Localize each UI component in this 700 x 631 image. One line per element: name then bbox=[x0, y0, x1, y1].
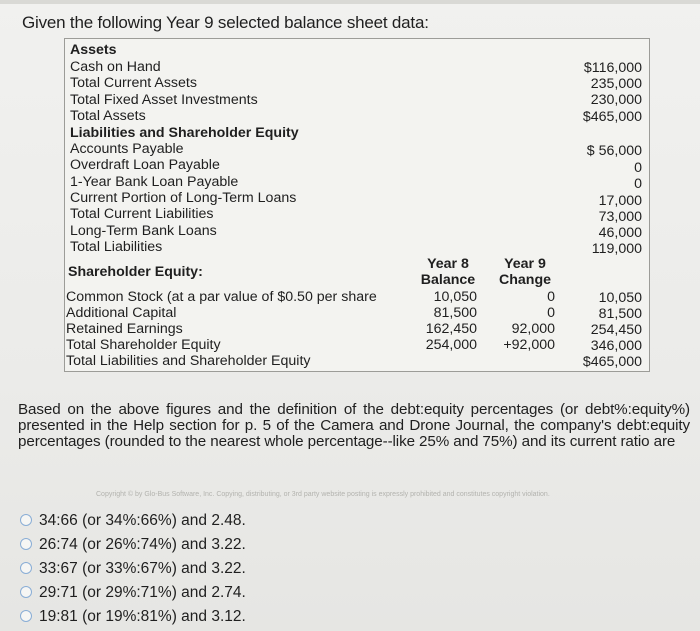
equity-year8-value: 10,050 bbox=[433, 289, 477, 305]
asset-row-value: $465,000 bbox=[582, 109, 642, 125]
equity-year9-value: 92,000 bbox=[511, 321, 555, 337]
liability-row-label: Accounts Payable bbox=[70, 141, 184, 157]
liability-row-value: 46,000 bbox=[598, 225, 642, 241]
answer-option-4[interactable] bbox=[20, 582, 246, 604]
column-header-year8-line1: Year 8 bbox=[427, 256, 469, 272]
equity-year9-value: 0 bbox=[547, 289, 555, 305]
top-divider bbox=[0, 0, 700, 4]
answer-option-label: 26:74 (or 26%:74%) and 3.22. bbox=[39, 536, 246, 553]
equity-row-label: Additional Capital bbox=[66, 305, 177, 321]
equity-row-label: Retained Earnings bbox=[66, 321, 183, 337]
answer-option-1[interactable] bbox=[20, 510, 246, 532]
radio-icon[interactable] bbox=[20, 562, 32, 574]
equity-total-value: 254,450 bbox=[590, 322, 642, 338]
column-header-year8-line2: Balance bbox=[420, 272, 476, 288]
assets-heading: Assets bbox=[70, 42, 117, 58]
liability-row-label: Total Current Liabilities bbox=[70, 206, 214, 222]
balance-sheet-table bbox=[64, 38, 650, 372]
column-header-year9-line2: Change bbox=[498, 272, 552, 288]
equity-year8-value: 254,000 bbox=[425, 337, 477, 353]
answer-option-5[interactable] bbox=[20, 606, 246, 628]
answer-option-label: 29:71 (or 29%:71%) and 2.74. bbox=[39, 584, 246, 601]
equity-heading: Shareholder Equity: bbox=[68, 264, 203, 280]
equity-year8-value: 81,500 bbox=[433, 305, 477, 321]
equity-row-label: Total Shareholder Equity bbox=[66, 337, 221, 353]
liability-row-value: $ 56,000 bbox=[586, 143, 642, 159]
radio-icon[interactable] bbox=[20, 586, 32, 598]
equity-row-label: Total Liabilities and Shareholder Equity bbox=[66, 353, 311, 369]
equity-total-value: $465,000 bbox=[582, 354, 642, 370]
equity-year9-value: 0 bbox=[547, 305, 555, 321]
liability-row-value: 0 bbox=[634, 176, 642, 192]
liabilities-heading: Liabilities and Shareholder Equity bbox=[70, 125, 299, 141]
copyright-watermark: Copyright © by Glo-Bus Software, Inc. Copying, distributing, or 3rd party website posting is expressly prohibited and constitutes copyright violation. bbox=[96, 491, 550, 498]
liability-row-value: 73,000 bbox=[598, 209, 642, 225]
answer-option-label: 34:66 (or 34%:66%) and 2.48. bbox=[39, 512, 246, 529]
equity-total-value: 81,500 bbox=[598, 306, 642, 322]
asset-row-value: 230,000 bbox=[590, 92, 642, 108]
liability-row-label: Overdraft Loan Payable bbox=[70, 157, 220, 173]
question-paragraph: Based on the above figures and the definition of the debt:equity percentages (or debt%:equity%) presented in the Help section for p. 5 of the Camera and Drone Journal, the company's debt:equity percentages (rounded to the nearest whole percentage--like 25% and 75%) and its current ratio are bbox=[18, 401, 690, 450]
equity-row-label: Common Stock (at a par value of $0.50 per share bbox=[66, 289, 377, 305]
column-header-year9 bbox=[489, 256, 561, 288]
equity-total-value: 346,000 bbox=[590, 338, 642, 354]
liability-row-label: Total Liabilities bbox=[70, 239, 163, 255]
liability-row-value: 119,000 bbox=[591, 241, 642, 257]
equity-year9-value: +92,000 bbox=[503, 337, 555, 353]
column-header-year8 bbox=[412, 256, 484, 288]
liability-row-label: Current Portion of Long-Term Loans bbox=[70, 190, 297, 206]
liability-row-value: 0 bbox=[634, 160, 642, 176]
asset-row-label: Total Fixed Asset Investments bbox=[70, 92, 258, 108]
equity-year8-value: 162,450 bbox=[425, 321, 477, 337]
answer-option-2[interactable] bbox=[20, 534, 246, 556]
question-title: Given the following Year 9 selected balance sheet data: bbox=[22, 13, 429, 32]
liability-row-label: 1-Year Bank Loan Payable bbox=[70, 174, 239, 190]
liability-row-label: Long-Term Bank Loans bbox=[70, 223, 217, 239]
radio-icon[interactable] bbox=[20, 610, 32, 622]
asset-row-value: 235,000 bbox=[590, 76, 642, 92]
radio-icon[interactable] bbox=[20, 514, 32, 526]
answer-option-label: 33:67 (or 33%:67%) and 3.22. bbox=[39, 560, 246, 577]
equity-total-value: 10,050 bbox=[598, 290, 642, 306]
asset-row-label: Cash on Hand bbox=[70, 59, 161, 75]
answer-option-label: 19:81 (or 19%:81%) and 3.12. bbox=[39, 608, 246, 625]
asset-row-label: Total Assets bbox=[70, 108, 146, 124]
asset-row-label: Total Current Assets bbox=[70, 75, 197, 91]
answer-option-3[interactable] bbox=[20, 558, 246, 580]
radio-icon[interactable] bbox=[20, 538, 32, 550]
liability-row-value: 17,000 bbox=[598, 193, 642, 209]
asset-row-value: $116,000 bbox=[583, 60, 642, 76]
column-header-year9-line1: Year 9 bbox=[504, 256, 546, 272]
